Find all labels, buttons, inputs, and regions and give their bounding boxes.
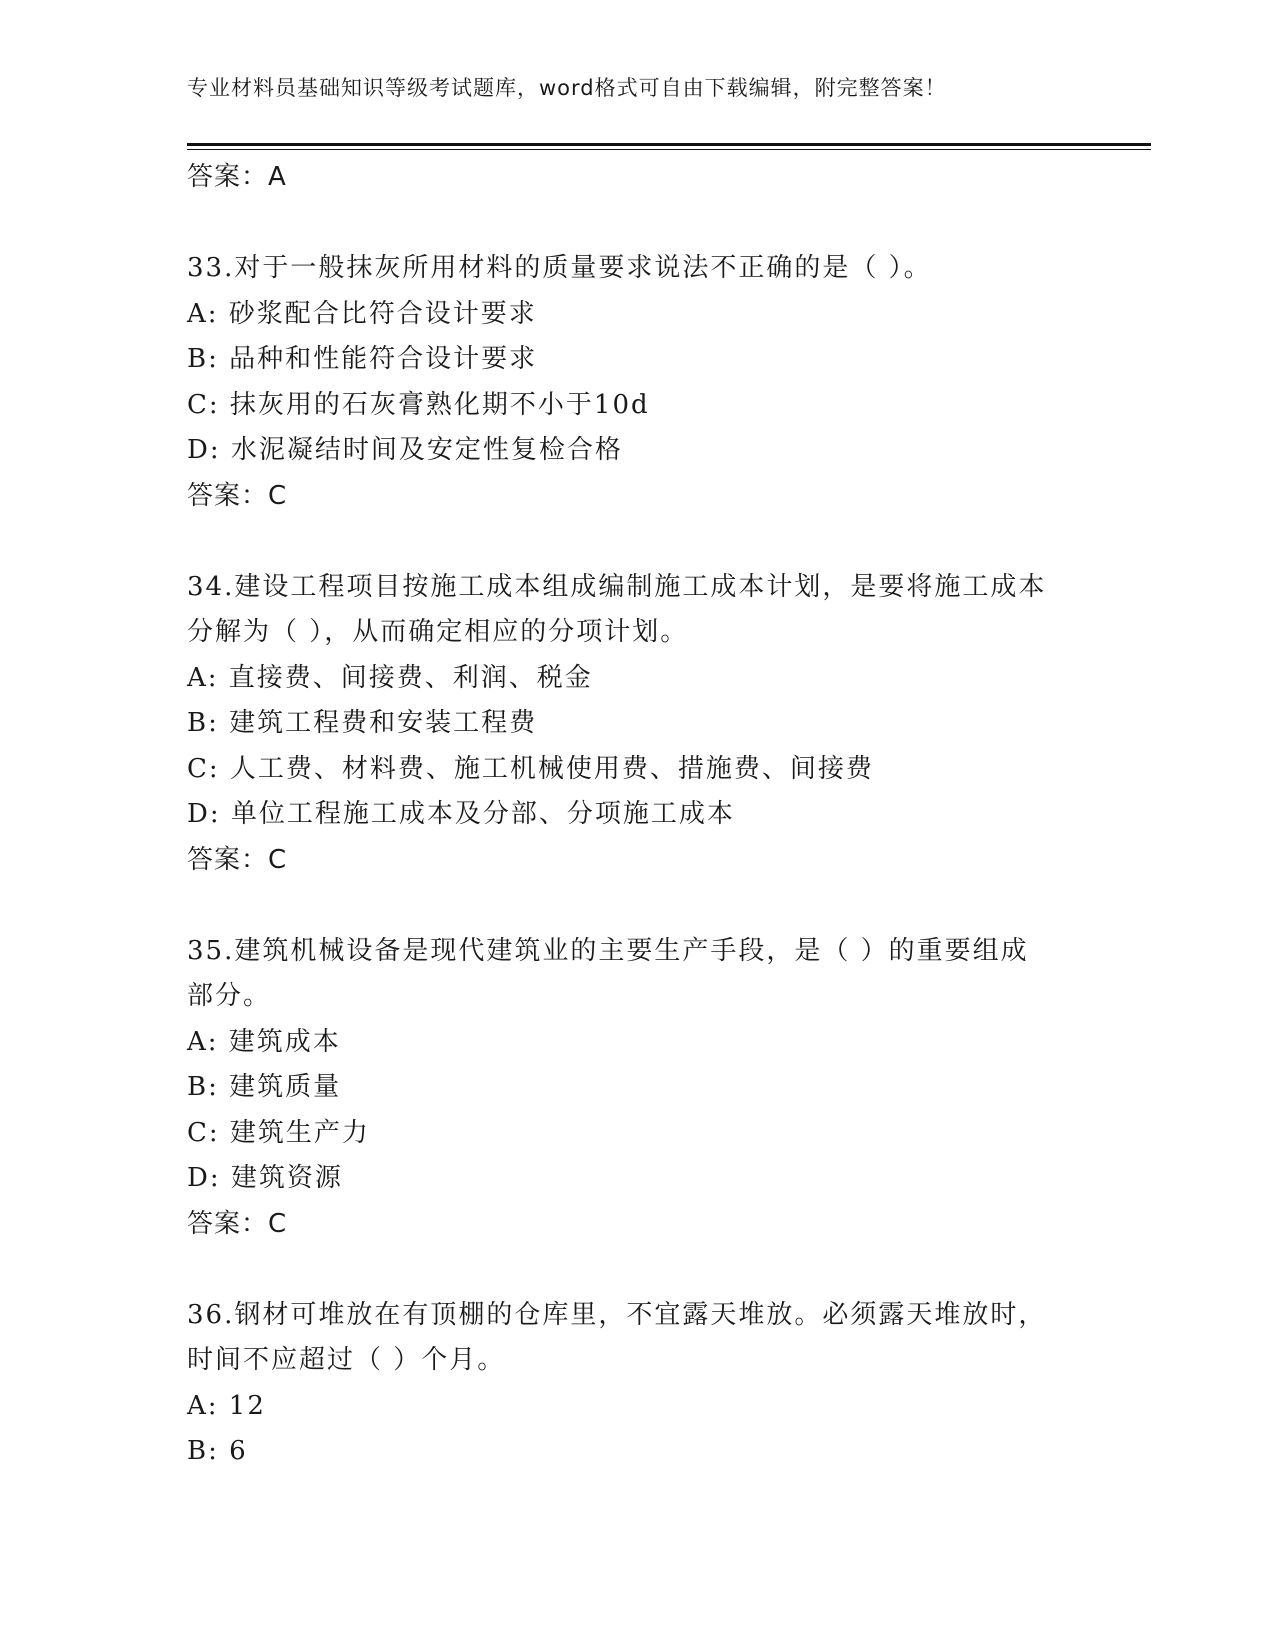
header-divider-thick	[187, 143, 1151, 146]
question-stem-continued: 分解为（ ），从而确定相应的分项计划。	[187, 617, 689, 647]
question-block	[187, 1293, 1107, 1475]
option-c: C: 人工费、材料费、施工机械使用费、措施费、间接费	[187, 753, 874, 784]
option-d: D: 单位工程施工成本及分部、分项施工成本	[187, 799, 735, 829]
question-block	[187, 929, 1107, 1248]
question-stem: 36.钢材可堆放在有顶棚的仓库里，不宜露天堆放。必须露天堆放时，	[187, 1299, 1047, 1330]
option-a: A: 建筑成本	[187, 1026, 341, 1057]
option-a: A: 砂浆配合比符合设计要求	[187, 298, 537, 329]
question-block	[187, 565, 1107, 884]
answer-line: 答案：C	[187, 1208, 288, 1239]
question-stem: 35.建筑机械设备是现代建筑业的主要生产手段，是（ ）的重要组成	[187, 935, 1029, 966]
answer-line: 答案：C	[187, 480, 288, 511]
page-header: 专业材料员基础知识等级考试题库，word格式可自由下载编辑，附完整答案！	[187, 76, 947, 100]
question-stem-continued: 时间不应超过（ ）个月。	[187, 1345, 506, 1375]
option-b: B: 6	[187, 1436, 248, 1466]
option-a: A: 直接费、间接费、利润、税金	[187, 662, 593, 693]
option-d: D: 建筑资源	[187, 1163, 343, 1193]
option-a: A: 12	[187, 1390, 266, 1421]
option-c: C: 抹灰用的石灰膏熟化期不小于10d	[187, 389, 650, 420]
answer-line: 答案：A	[187, 162, 287, 192]
option-c: C: 建筑生产力	[187, 1117, 370, 1148]
header-divider-thin	[187, 149, 1151, 150]
option-b: B: 品种和性能符合设计要求	[187, 344, 538, 374]
option-b: B: 建筑质量	[187, 1072, 342, 1102]
question-stem: 34.建设工程项目按施工成本组成编制施工成本计划，是要将施工成本	[187, 571, 1047, 602]
question-stem: 33.对于一般抹灰所用材料的质量要求说法不正确的是（ ）。	[187, 253, 932, 283]
question-stem-continued: 部分。	[187, 981, 272, 1011]
option-d: D: 水泥凝结时间及安定性复检合格	[187, 435, 623, 465]
question-block	[187, 246, 1107, 519]
answer-line: 答案：C	[187, 844, 288, 875]
option-b: B: 建筑工程费和安装工程费	[187, 708, 538, 738]
question-content	[187, 155, 1107, 1475]
